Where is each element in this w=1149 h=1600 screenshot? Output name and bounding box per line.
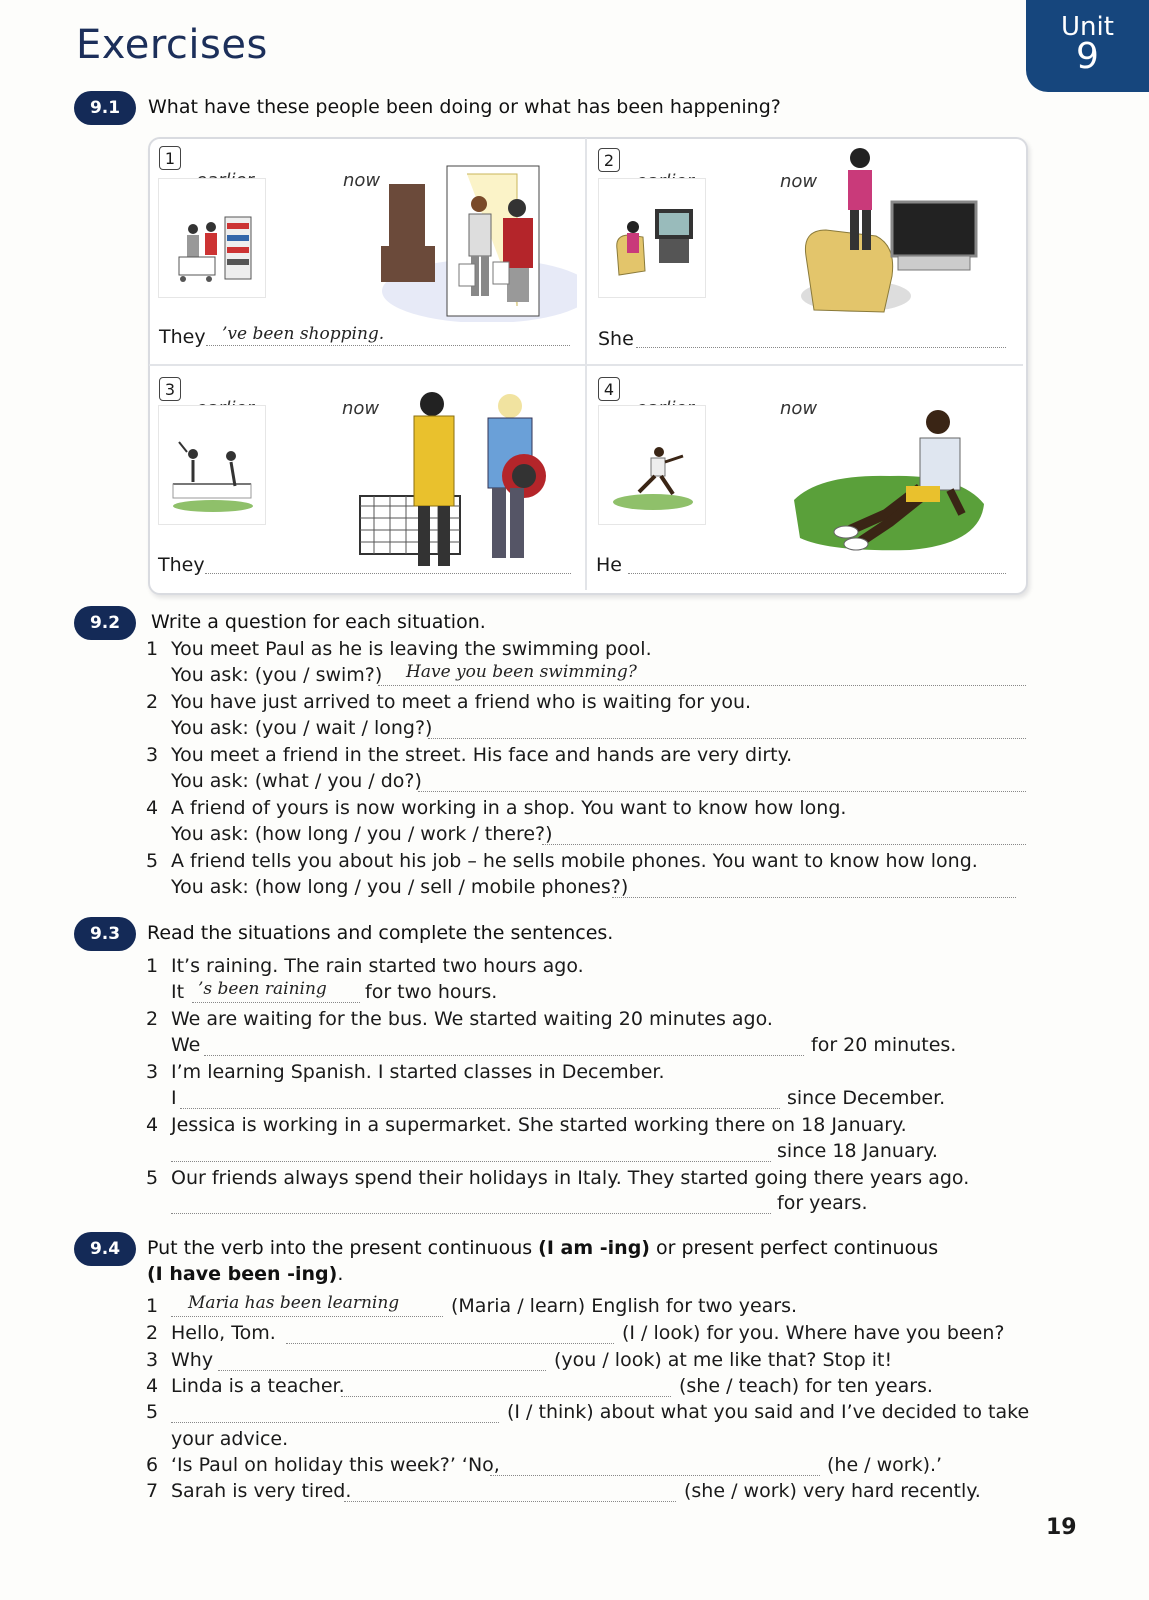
answer-line-1[interactable] [206, 344, 570, 346]
verb-number: 4 [146, 1375, 159, 1397]
exercise-instruction-9-1: What have these people been doing or what has been happening? [148, 96, 781, 118]
verb-after: (Maria / learn) English for two years. [451, 1295, 798, 1317]
sentence-situation: We are waiting for the bus. We started waiting 20 minutes ago. [171, 1008, 773, 1030]
exercise-badge-9-1: 9.1 [74, 91, 136, 125]
verb-answer-line[interactable] [344, 1500, 676, 1502]
instruction-text: . [337, 1263, 344, 1285]
picture-number-1: 1 [159, 146, 181, 170]
question-prompt: You ask: (how long / you / work / there?) [171, 823, 553, 845]
verb-answer-line[interactable] [218, 1369, 546, 1371]
question-prompt: You ask: (how long / you / sell / mobile phones?) [171, 876, 629, 898]
verb-after: (I / think) about what you said and I’ve decided to take [507, 1401, 1030, 1423]
page-number: 19 [1046, 1515, 1077, 1540]
exercise-instruction-9-4 [147, 1237, 938, 1259]
sentence-situation: Jessica is working in a supermarket. She started working there on 18 January. [171, 1114, 907, 1136]
verb-answer-text: Maria has been learning [188, 1293, 400, 1313]
verb-after: (you / look) at me like that? Stop it! [554, 1349, 893, 1371]
verb-continuation: your advice. [171, 1428, 289, 1450]
question-number: 3 [146, 744, 159, 766]
verb-before: Linda is a teacher. [171, 1375, 345, 1397]
answer-line-3[interactable] [205, 572, 571, 574]
answer-subject-4: He [596, 554, 622, 576]
question-number: 2 [146, 691, 159, 713]
sentence-number: 4 [146, 1114, 159, 1136]
sentence-number: 1 [146, 955, 159, 977]
question-situation: A friend tells you about his job – he sells mobile phones. You want to know how long. [171, 850, 978, 872]
exercise-instruction-9-3: Read the situations and complete the sentences. [147, 922, 614, 944]
picture-number-3: 3 [159, 377, 181, 401]
label-now-3: now [342, 398, 380, 419]
question-situation: You meet Paul as he is leaving the swimming pool. [171, 638, 652, 660]
sentence-start: It [171, 981, 185, 1003]
verb-answer-line[interactable] [171, 1421, 499, 1423]
question-answer-line[interactable] [542, 843, 1026, 845]
verb-answer-line[interactable] [490, 1474, 820, 1476]
sentence-end: for two hours. [365, 981, 498, 1003]
answer-subject-3: They [158, 554, 205, 576]
verb-number: 1 [146, 1295, 159, 1317]
exercise-instruction-9-2: Write a question for each situation. [151, 611, 486, 633]
sentence-start: We [171, 1034, 201, 1056]
question-number: 1 [146, 638, 159, 660]
question-situation: You have just arrived to meet a friend who is waiting for you. [171, 691, 752, 713]
earlier-image-tennis [158, 405, 266, 525]
verb-after: (I / look) for you. Where have you been? [622, 1322, 1005, 1344]
sentence-end: for years. [777, 1192, 868, 1214]
sentence-number: 2 [146, 1008, 159, 1030]
now-image-resting [790, 404, 986, 560]
exercise-instruction-9-4-line2 [147, 1263, 343, 1285]
sentence-answer-line[interactable] [180, 1107, 780, 1109]
question-answer-line[interactable] [418, 790, 1026, 792]
exercise-badge-9-3: 9.3 [74, 917, 136, 951]
sentence-end: since December. [787, 1087, 946, 1109]
verb-number: 7 [146, 1480, 159, 1502]
question-prompt: You ask: (you / swim?) [171, 664, 383, 686]
earlier-image-watching-tv [598, 178, 706, 298]
question-answer-text: Have you been swimming? [406, 662, 637, 682]
unit-number: 9 [1076, 36, 1099, 77]
verb-number: 2 [146, 1322, 159, 1344]
picture-number-4: 4 [598, 377, 620, 401]
sentence-answer-line[interactable] [171, 1212, 771, 1214]
answer-subject-1: They [159, 326, 206, 348]
sentence-answer-text: ’s been raining [198, 979, 327, 999]
sentence-answer-line[interactable] [192, 1001, 360, 1003]
sentence-end: since 18 January. [777, 1140, 938, 1162]
verb-after: (she / work) very hard recently. [684, 1480, 981, 1502]
sentence-situation: Our friends always spend their holidays in Italy. They started going there years ago. [171, 1167, 970, 1189]
now-image-shopping [367, 146, 577, 322]
earlier-image-shopping [158, 178, 266, 298]
sentence-number: 3 [146, 1061, 159, 1083]
verb-answer-line[interactable] [286, 1342, 614, 1344]
verb-answer-line[interactable] [341, 1395, 671, 1397]
page-title: Exercises [76, 22, 268, 68]
sentence-start: I [171, 1087, 177, 1109]
question-answer-line[interactable] [612, 896, 1016, 898]
sentence-number: 5 [146, 1167, 159, 1189]
sentence-situation: It’s raining. The rain started two hours ago. [171, 955, 584, 977]
verb-number: 3 [146, 1349, 159, 1371]
question-situation: A friend of yours is now working in a shop. You want to know how long. [171, 797, 847, 819]
verb-after: (he / work).’ [827, 1454, 943, 1476]
instruction-text: Put the verb into the present continuous [147, 1237, 539, 1259]
sentence-situation: I’m learning Spanish. I started classes in December. [171, 1061, 665, 1083]
question-prompt: You ask: (you / wait / long?) [171, 717, 433, 739]
instruction-text: or present perfect continuous [649, 1237, 939, 1259]
panel-divider-horizontal [149, 364, 1023, 366]
answer-line-4[interactable] [628, 572, 1006, 574]
verb-number: 5 [146, 1401, 159, 1423]
verb-before: Hello, Tom. [171, 1322, 276, 1344]
unit-label: Unit [1061, 12, 1114, 42]
sentence-end: for 20 minutes. [811, 1034, 957, 1056]
earlier-image-running [598, 405, 706, 525]
instruction-form-perfect: (I have been -ing) [147, 1263, 338, 1285]
verb-before: Sarah is very tired. [171, 1480, 352, 1502]
label-now-1: now [343, 170, 381, 191]
verb-answer-line[interactable] [171, 1315, 443, 1317]
instruction-form-present: (I am -ing) [538, 1237, 650, 1259]
picture-number-2: 2 [598, 148, 620, 172]
question-answer-line[interactable] [428, 737, 1026, 739]
answer-subject-2: She [598, 328, 634, 350]
answer-text-1: ’ve been shopping. [222, 324, 385, 344]
question-prompt: You ask: (what / you / do?) [171, 770, 422, 792]
label-now-2: now [780, 171, 818, 192]
now-image-tennis [354, 376, 580, 572]
exercise-badge-9-2: 9.2 [74, 606, 136, 640]
label-now-4: now [780, 398, 818, 419]
unit-tab [1026, 0, 1149, 92]
verb-before: Why [171, 1349, 214, 1371]
question-situation: You meet a friend in the street. His face and hands are very dirty. [171, 744, 793, 766]
question-number: 5 [146, 850, 159, 872]
verb-number: 6 [146, 1454, 159, 1476]
verb-before: ‘Is Paul on holiday this week?’ ‘No, [171, 1454, 500, 1476]
verb-after: (she / teach) for ten years. [679, 1375, 933, 1397]
sentence-answer-line[interactable] [204, 1054, 804, 1056]
now-image-watching-tv [796, 146, 980, 322]
answer-line-2[interactable] [636, 346, 1006, 348]
exercise-badge-9-4: 9.4 [74, 1232, 136, 1266]
question-answer-line[interactable] [378, 684, 1026, 686]
question-number: 4 [146, 797, 159, 819]
sentence-answer-line[interactable] [171, 1160, 771, 1162]
